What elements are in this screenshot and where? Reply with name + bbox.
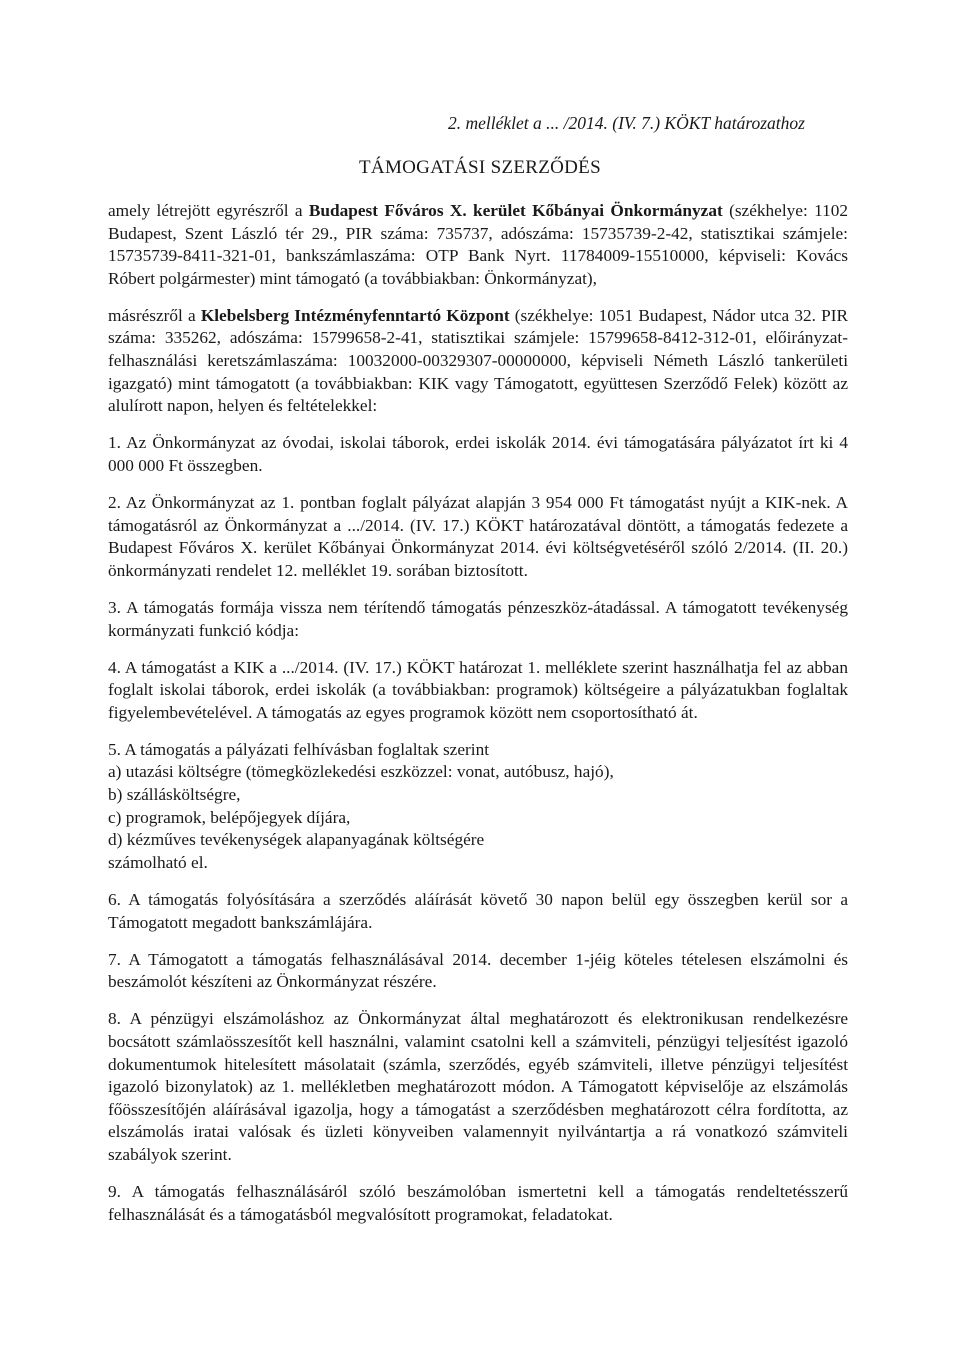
clause-5-intro: 5. A támogatás a pályázati felhívásban foglaltak szerint xyxy=(108,739,490,759)
clause-8: 8. A pénzügyi elszámoláshoz az Önkormányzat által meghatározott és elektronikusan rendelkezésre bocsátott számlaösszesítőt kell használni, valamint csatolni kell a számviteli, pénzügyi teljesítést igazoló dokumentumok hitelesített másolatait (számla, szerződés, egyéb számviteli, illetve pénzügyi teljesítést igazoló bizonylatok) az 1. mellékletben meghatározott módon. A Támogatott képviselője az elszámolás főösszesítőjén aláírásával igazolja, hogy a támogatást a szerződésben meghatározott célra fordította, az elszámolás iratai valósak és üzleti könyveiben valamennyit nyilvántartja a rá vonatkozó számviteli szabályok szerint. xyxy=(108,1009,848,1164)
clause-5-item-d: d) kézműves tevékenységek alapanyagának költségére xyxy=(108,830,485,850)
clause-6: 6. A támogatás folyósítására a szerződés aláírását követő 30 napon belül egy összegben kerül sor a Támogatott megadott bankszámlájára. xyxy=(108,889,848,932)
clause-2: 2. Az Önkormányzat az 1. pontban foglalt pályázat alapján 3 954 000 Ft támogatást nyújt a KIK-nek. A támogatásról az Önkormányzat a .../2014. (IV. 17.) KÖKT határozatával döntött, a támogatás fedezete a Budapest Főváros X. kerület Kőbányai Önkormányzat 2014. évi költségvetéséről szóló 2/2014. (II. 20.) önkormányzati rendelet 12. melléklet 19. sorában biztosított. xyxy=(108,493,848,580)
party-one-name: Budapest Főváros X. kerület Kőbányai Önkormányzat xyxy=(308,201,723,220)
clause-5 xyxy=(108,739,848,875)
clause-7: 7. A Támogatott a támogatás felhasználásával 2014. december 1-jéig köteles tételesen elszámolni és beszámolót készíteni az Önkormányzat részére. xyxy=(108,949,848,992)
clause-1: 1. Az Önkormányzat az óvodai, iskolai táborok, erdei iskolák 2014. évi támogatására pályázatot írt ki 4 000 000 Ft összegben. xyxy=(108,433,848,475)
clause-4: 4. A támogatást a KIK a .../2014. (IV. 17.) KÖKT határozat 1. melléklete szerint használhatja fel az abban foglalt iskolai táborok, erdei iskolák (a továbbiakban: programok) költségeire a pályázatukban foglaltak figyelembevételével. A támogatás az egyes programok között nem csoportosítható át. xyxy=(108,657,848,722)
clause-9: 9. A támogatás felhasználásáról szóló beszámolóban ismertetni kell a támogatás rendeltetésszerű felhasználását és a támogatásból megvalósított programokat, feladatokat. xyxy=(108,1181,848,1224)
party-one-details: (székhelye: 1102 Budapest, Szent László tér 29., PIR száma: 735737, adószáma: 15735739-2-42, statisztikai számjele: 15735739-8411-321-01, bankszámlaszáma: OTP Bank Nyrt. 11784009-15510000, képviseli: Kovács Róbert polgármester) mint támogató (a továbbiakban: Önkormányzat), xyxy=(108,201,849,288)
document-body xyxy=(108,200,848,1226)
clause-5-item-b: b) szállásköltségre, xyxy=(108,785,241,805)
document-title: TÁMOGATÁSI SZERZŐDÉS xyxy=(359,157,601,178)
party-one-intro: amely létrejött egyrészről a xyxy=(108,201,309,220)
annex-reference: 2. melléklet a ... /2014. (IV. 7.) KÖKT határozathoz xyxy=(448,113,805,133)
clause-5-outro: számolható el. xyxy=(108,852,208,872)
clause-5-item-c: c) programok, belépőjegyek díjára, xyxy=(108,807,351,827)
party-two-details: (székhelye: 1051 Budapest, Nádor utca 32. PIR száma: 335262, adószáma: 15799658-2-41, statisztikai számjele: 15799658-8412-312-01, előirányzat-felhasználási keretszámlaszáma: 10032000-00329307-00000000, képviseli Németh László tankerületi igazgató) mint támogatott (a továbbiakban: KIK vagy Támogatott, együttesen Szerződő Felek) között az alulírott napon, helyen és feltételekkel: xyxy=(108,305,848,416)
party-one-paragraph xyxy=(108,200,848,290)
clause-3: 3. A támogatás formája vissza nem térítendő támogatás pénzeszköz-átadással. A támogatott tevékenység kormányzati funkció kódja: xyxy=(108,597,848,640)
clause-5-item-a: a) utazási költségre (tömegközlekedési eszközzel: vonat, autóbusz, hajó), xyxy=(108,762,614,782)
party-two-paragraph xyxy=(108,305,848,418)
party-two-name: Klebelsberg Intézményfenntartó Központ xyxy=(200,305,510,325)
party-two-intro: másrészről a xyxy=(108,305,201,325)
